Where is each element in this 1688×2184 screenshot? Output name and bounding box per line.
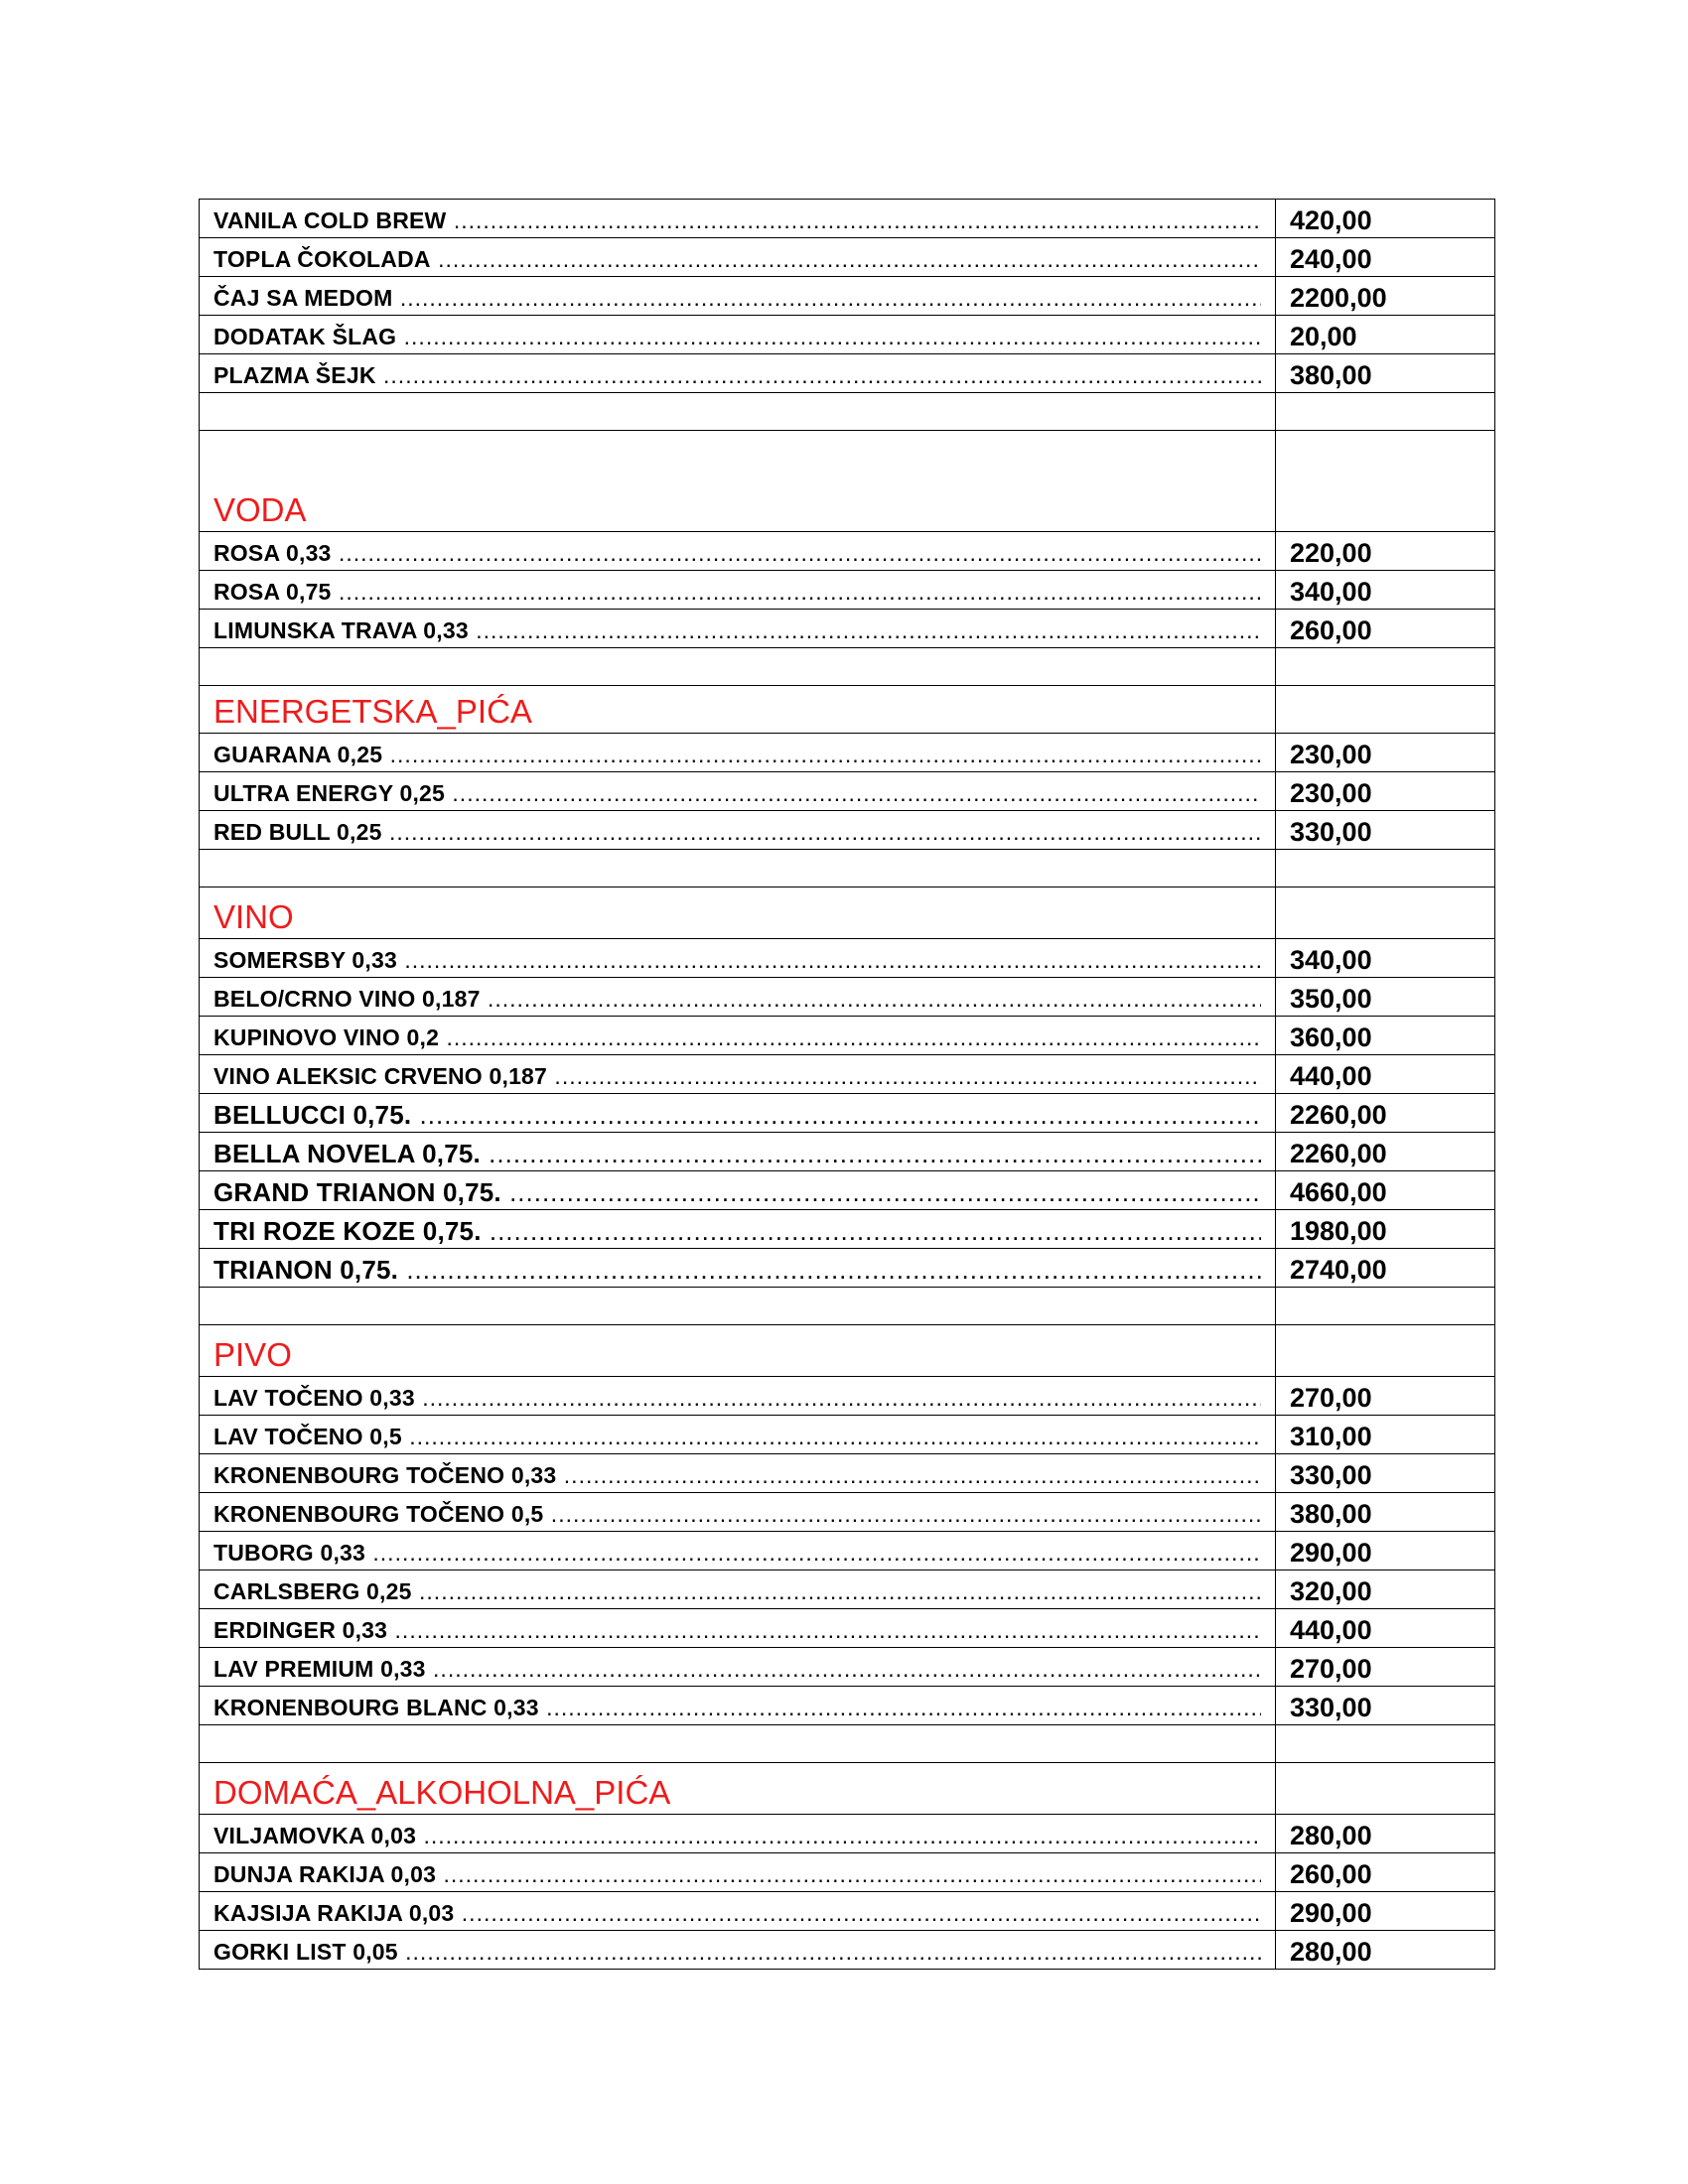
dot-leader <box>547 1063 1261 1089</box>
item-price: 380,00 <box>1276 354 1495 393</box>
dot-leader <box>469 617 1261 643</box>
section-header-row <box>200 1325 1495 1377</box>
dot-leader <box>481 986 1261 1012</box>
item-name: BELLUCCI 0,75. ..... <box>213 1098 1261 1132</box>
dot-leader <box>392 285 1261 311</box>
item-price: 330,00 <box>1276 1687 1495 1725</box>
dot-leader <box>412 1578 1261 1604</box>
item-price: 330,00 <box>1276 811 1495 850</box>
table-row <box>200 1609 1495 1648</box>
table-row <box>200 1687 1495 1725</box>
item-name: ČAJ SA MEDOM ..... <box>213 281 1261 315</box>
dot-leader <box>426 1656 1261 1682</box>
dot-leader <box>398 1939 1261 1965</box>
item-price: 220,00 <box>1276 532 1495 571</box>
table-row <box>200 1931 1495 1970</box>
item-name: GUARANA 0,25 ..... <box>213 738 1261 771</box>
table-row <box>200 1454 1495 1493</box>
table-row <box>200 1055 1495 1094</box>
dot-leader <box>415 1385 1261 1411</box>
dot-leader <box>436 1861 1261 1887</box>
item-name: PLAZMA ŠEJK ..... <box>213 358 1261 392</box>
dot-leader <box>397 947 1261 973</box>
table-row <box>200 1570 1495 1609</box>
table-row <box>200 1815 1495 1853</box>
dot-leader <box>539 1695 1261 1720</box>
item-price: 230,00 <box>1276 734 1495 772</box>
item-name: LAV PREMIUM 0,33 ..... <box>213 1652 1261 1686</box>
dot-leader <box>543 1501 1261 1527</box>
item-name: KUPINOVO VINO 0,2 ..... <box>213 1021 1261 1054</box>
table-row <box>200 1171 1495 1210</box>
dot-leader <box>411 1100 1261 1130</box>
item-price: 2260,00 <box>1276 1094 1495 1133</box>
item-name: KRONENBOURG BLANC 0,33 ..... <box>213 1691 1261 1724</box>
table-row <box>200 1648 1495 1687</box>
item-name: KRONENBOURG TOČENO 0,5 ..... <box>213 1497 1261 1531</box>
item-name: VINO ALEKSIC CRVENO 0,187 ..... <box>213 1059 1261 1093</box>
dot-leader <box>398 1255 1261 1285</box>
item-price: 4660,00 <box>1276 1171 1495 1210</box>
spacer-row <box>200 1725 1495 1763</box>
item-name: GORKI LIST 0,05 ..... <box>213 1935 1261 1969</box>
dot-leader <box>482 1216 1261 1246</box>
table-row <box>200 1094 1495 1133</box>
item-name: CARLSBERG 0,25 ..... <box>213 1574 1261 1608</box>
item-price: 320,00 <box>1276 1570 1495 1609</box>
item-price: 270,00 <box>1276 1377 1495 1416</box>
item-price: 310,00 <box>1276 1416 1495 1454</box>
spacer-row <box>200 850 1495 887</box>
item-name: TUBORG 0,33 ..... <box>213 1536 1261 1570</box>
table-row <box>200 978 1495 1017</box>
item-price: 280,00 <box>1276 1815 1495 1853</box>
item-name: SOMERSBY 0,33 ..... <box>213 943 1261 977</box>
table-row <box>200 316 1495 354</box>
item-price: 2200,00 <box>1276 277 1495 316</box>
dot-leader <box>396 324 1261 349</box>
dot-leader <box>332 579 1261 605</box>
section-title-pivo: PIVO <box>200 1325 1276 1377</box>
table-row <box>200 238 1495 277</box>
item-price: 260,00 <box>1276 1853 1495 1892</box>
table-row <box>200 200 1495 238</box>
item-name: LAV TOČENO 0,33 ..... <box>213 1381 1261 1415</box>
dot-leader <box>365 1540 1261 1566</box>
section-title-voda: VODA <box>200 431 1276 532</box>
item-price: 290,00 <box>1276 1892 1495 1931</box>
dot-leader <box>416 1823 1261 1848</box>
item-price: 440,00 <box>1276 1055 1495 1094</box>
table-row <box>200 354 1495 393</box>
table-row <box>200 811 1495 850</box>
item-name: DODATAK ŠLAG ..... <box>213 320 1261 353</box>
item-price: 260,00 <box>1276 610 1495 648</box>
table-row <box>200 277 1495 316</box>
item-price: 360,00 <box>1276 1017 1495 1055</box>
item-name: BELLA NOVELA 0,75. ..... <box>213 1137 1261 1170</box>
item-name: TRIANON 0,75. ..... <box>213 1253 1261 1287</box>
section-title-vino: VINO <box>200 887 1276 939</box>
table-row <box>200 1377 1495 1416</box>
item-name: ERDINGER 0,33 ..... <box>213 1613 1261 1647</box>
table-row <box>200 734 1495 772</box>
table-row <box>200 1532 1495 1570</box>
table-row <box>200 610 1495 648</box>
dot-leader <box>445 780 1261 806</box>
section-header-row <box>200 887 1495 939</box>
table-row <box>200 1249 1495 1288</box>
table-row <box>200 1493 1495 1532</box>
dot-leader <box>402 1424 1261 1449</box>
dot-leader <box>387 1617 1261 1643</box>
table-row <box>200 1853 1495 1892</box>
spacer-row <box>200 648 1495 686</box>
item-name: LAV TOČENO 0,5 ..... <box>213 1420 1261 1453</box>
dot-leader <box>382 819 1261 845</box>
item-price: 20,00 <box>1276 316 1495 354</box>
item-name: VANILA COLD BREW ..... <box>213 204 1261 237</box>
dot-leader <box>332 540 1261 566</box>
item-price: 240,00 <box>1276 238 1495 277</box>
item-price: 2740,00 <box>1276 1249 1495 1288</box>
item-name: ULTRA ENERGY 0,25 ..... <box>213 776 1261 810</box>
item-name: BELO/CRNO VINO 0,187 ..... <box>213 982 1261 1016</box>
item-price: 340,00 <box>1276 571 1495 610</box>
item-name: GRAND TRIANON 0,75. ..... <box>213 1175 1261 1209</box>
dot-leader <box>376 362 1261 388</box>
item-price: 270,00 <box>1276 1648 1495 1687</box>
item-price: 420,00 <box>1276 200 1495 238</box>
item-price: 290,00 <box>1276 1532 1495 1570</box>
dot-leader <box>431 246 1261 272</box>
table-row <box>200 1017 1495 1055</box>
item-name: TRI ROZE KOZE 0,75. ..... <box>213 1214 1261 1248</box>
item-price: 340,00 <box>1276 939 1495 978</box>
section-header-row <box>200 686 1495 734</box>
table-row <box>200 1892 1495 1931</box>
dot-leader <box>556 1462 1261 1488</box>
item-name: DUNJA RAKIJA 0,03 ..... <box>213 1857 1261 1891</box>
table-row <box>200 571 1495 610</box>
item-name: KAJSIJA RAKIJA 0,03 ..... <box>213 1896 1261 1930</box>
item-price: 1980,00 <box>1276 1210 1495 1249</box>
price-list-table <box>199 199 1495 1970</box>
dot-leader <box>446 207 1261 233</box>
item-name: LIMUNSKA TRAVA 0,33 ..... <box>213 614 1261 647</box>
table-row <box>200 939 1495 978</box>
item-name: KRONENBOURG TOČENO 0,33 ..... <box>213 1458 1261 1492</box>
item-name: ROSA 0,75 ..... <box>213 575 1261 609</box>
section-title-energetska-pica: ENERGETSKA_PIĆA <box>200 686 1276 734</box>
item-name: ROSA 0,33 ..... <box>213 536 1261 570</box>
item-price: 380,00 <box>1276 1493 1495 1532</box>
item-name: RED BULL 0,25 ..... <box>213 815 1261 849</box>
table-row <box>200 1133 1495 1171</box>
item-price: 440,00 <box>1276 1609 1495 1648</box>
item-name: VILJAMOVKA 0,03 ..... <box>213 1819 1261 1852</box>
dot-leader <box>382 742 1261 767</box>
item-name: TOPLA ČOKOLADA ..... <box>213 242 1261 276</box>
table-row <box>200 1416 1495 1454</box>
spacer-row <box>200 1288 1495 1325</box>
spacer-row <box>200 393 1495 431</box>
section-header-row <box>200 1763 1495 1815</box>
table-row <box>200 1210 1495 1249</box>
dot-leader <box>501 1177 1261 1207</box>
item-price: 2260,00 <box>1276 1133 1495 1171</box>
table-row <box>200 772 1495 811</box>
section-title-domaca-alkoholna-pica: DOMAĆA_ALKOHOLNA_PIĆA <box>200 1763 1276 1815</box>
item-price: 350,00 <box>1276 978 1495 1017</box>
item-price: 280,00 <box>1276 1931 1495 1970</box>
dot-leader <box>439 1024 1261 1050</box>
item-price: 230,00 <box>1276 772 1495 811</box>
section-header-row <box>200 431 1495 532</box>
item-price: 330,00 <box>1276 1454 1495 1493</box>
dot-leader <box>481 1139 1261 1168</box>
table-row <box>200 532 1495 571</box>
dot-leader <box>454 1900 1261 1926</box>
